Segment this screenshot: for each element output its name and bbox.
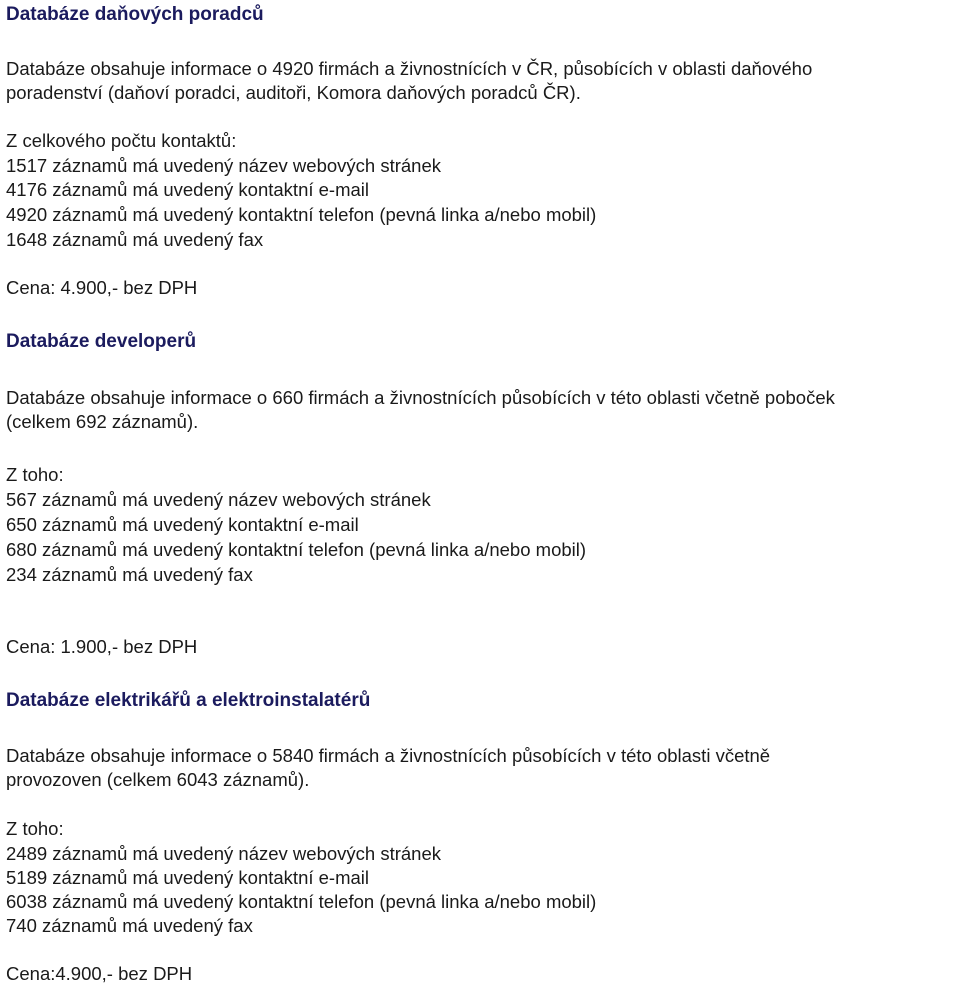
section-description-line: Databáze obsahuje informace o 4920 firmách a živnostnících v ČR, působících v oblasti daňového — [6, 58, 813, 79]
stat-line: 1648 záznamů má uvedený fax — [6, 229, 264, 250]
stat-line: 740 záznamů má uvedený fax — [6, 915, 253, 936]
section-title-developers: Databáze developerů — [6, 331, 197, 352]
price-line: Cena: 1.900,- bez DPH — [6, 636, 198, 657]
stat-line: 567 záznamů má uvedený název webových stránek — [6, 489, 431, 510]
stat-line: 650 záznamů má uvedený kontaktní e-mail — [6, 514, 359, 535]
section-description-line: provozoven (celkem 6043 záznamů). — [6, 769, 310, 790]
stat-line: 4176 záznamů má uvedený kontaktní e-mail — [6, 179, 370, 200]
price-line: Cena:4.900,- bez DPH — [6, 963, 193, 984]
stat-line: 1517 záznamů má uvedený název webových stránek — [6, 155, 442, 176]
stat-line: 2489 záznamů má uvedený název webových stránek — [6, 843, 442, 864]
stat-line: 234 záznamů má uvedený fax — [6, 564, 253, 585]
summary-intro: Z toho: — [6, 464, 64, 485]
stat-line: 6038 záznamů má uvedený kontaktní telefon (pevná linka a/nebo mobil) — [6, 891, 597, 912]
stat-line: 680 záznamů má uvedený kontaktní telefon (pevná linka a/nebo mobil) — [6, 539, 587, 560]
section-description-line: poradenství (daňoví poradci, auditoři, Komora daňových poradců ČR). — [6, 82, 581, 103]
stat-line: 5189 záznamů má uvedený kontaktní e-mail — [6, 867, 370, 888]
section-description-line: (celkem 692 záznamů). — [6, 411, 199, 432]
summary-intro: Z toho: — [6, 818, 64, 839]
section-title-electricians: Databáze elektrikářů a elektroinstalatérů — [6, 690, 371, 711]
stat-line: 4920 záznamů má uvedený kontaktní telefon (pevná linka a/nebo mobil) — [6, 204, 597, 225]
section-description-line: Databáze obsahuje informace o 660 firmách a živnostnících působících v této oblasti včetně poboček — [6, 387, 835, 408]
summary-intro: Z celkového počtu kontaktů: — [6, 130, 237, 151]
section-description-line: Databáze obsahuje informace o 5840 firmách a živnostnících působících v této oblasti včetně — [6, 745, 771, 766]
price-line: Cena: 4.900,- bez DPH — [6, 277, 198, 298]
section-title-tax-advisors: Databáze daňových poradců — [6, 4, 264, 25]
